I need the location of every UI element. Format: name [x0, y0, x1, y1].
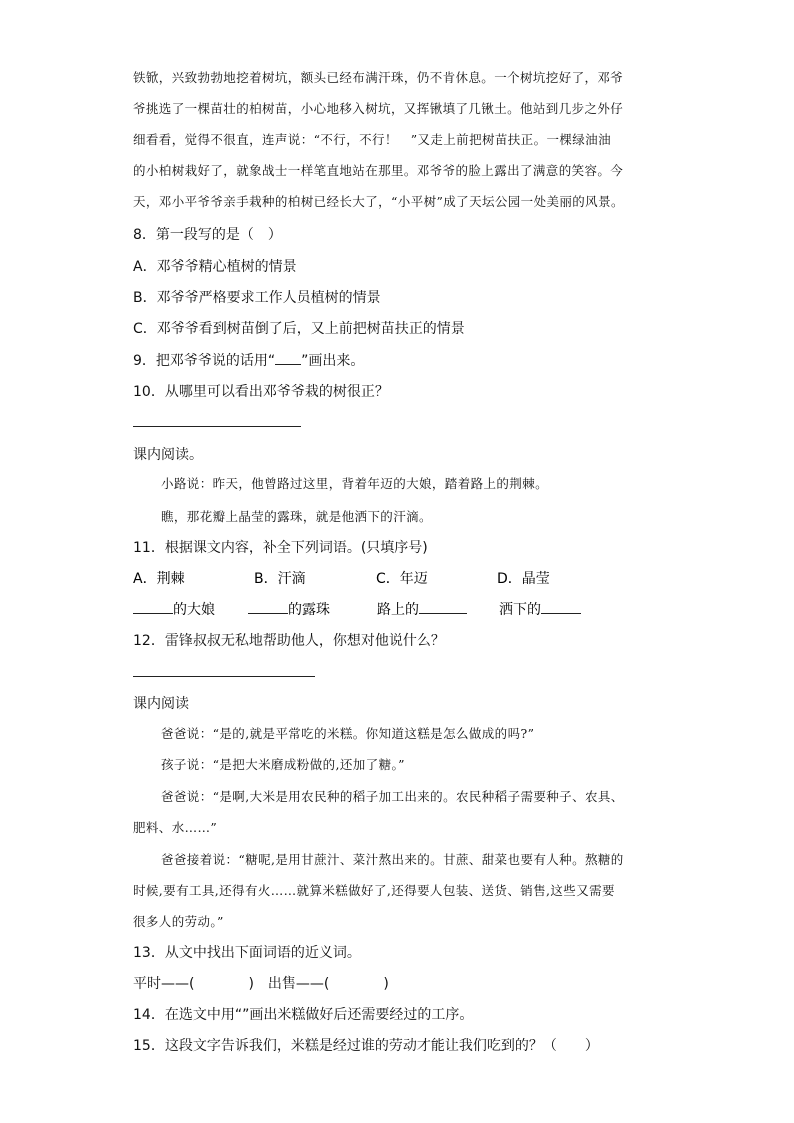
- q11-option-d: D．晶莹: [497, 571, 550, 587]
- question-11: 11．根据课文内容，补全下列词语。(只填序号): [133, 540, 428, 556]
- passage1-line-4: 的小柏树栽好了，就象战士一样笔直地站在那里。邓爷爷的脸上露出了满意的笑容。今: [133, 163, 624, 178]
- q8-option-b[interactable]: B．邓爷爷严格要求工作人员植树的情景: [133, 290, 381, 306]
- q11-blank-1-line[interactable]: [133, 599, 173, 614]
- section2-line-1: 小路说：昨天，他曾路过这里，背着年迈的大娘，踏着路上的荆棘。: [161, 476, 549, 491]
- q13-left: 平时——(: [133, 976, 195, 992]
- q11-blank-1-text: 的大娘: [173, 602, 215, 618]
- q13-right: ): [383, 976, 389, 992]
- q13-answers: [133, 973, 389, 993]
- q11-blank-3: [377, 599, 467, 619]
- section3-line-1: 爸爸说：“是的,就是平常吃的米糕。你知道这糕是怎么做成的吗?”: [161, 726, 535, 741]
- q11-blank-2-line[interactable]: [248, 599, 288, 614]
- question-10: 10．从哪里可以看出邓爷爷栽的树很正？: [133, 384, 389, 400]
- section2-heading: 课内阅读。: [133, 447, 203, 463]
- section3-line-6: 时候,要有工具,还得有火……就算米糕做好了,还得要人包装、送货、销售,这些又需要: [133, 883, 615, 898]
- section3-heading: 课内阅读: [133, 696, 189, 712]
- q13-mid: ) 出售——(: [248, 976, 330, 992]
- section3-line-3: 爸爸说：“是啊,大米是用农民种的稻子加工出来的。农民种稻子需要种子、农具、: [161, 789, 624, 804]
- section3-line-7: 很多人的劳动。”: [133, 914, 224, 929]
- q8-option-c[interactable]: C．邓爷爷看到树苗倒了后，又上前把树苗扶正的情景: [133, 321, 465, 337]
- q11-blank-4-text: 洒下的: [499, 602, 541, 618]
- question-12: 12．雷锋叔叔无私地帮助他人，你想对他说什么？: [133, 633, 445, 649]
- q9-underline-sample: [275, 350, 301, 365]
- passage1-line-5: 天，邓小平爷爷亲手栽种的柏树已经长大了，“小平树”成了天坛公园一处美丽的风景。: [133, 194, 624, 209]
- passage1-line-2: 爷挑选了一棵苗壮的柏树苗，小心地移入树坑，又挥锹填了几锹土。他站到几步之外仔: [133, 101, 624, 116]
- q8-option-a[interactable]: A．邓爷爷精心植树的情景: [133, 259, 297, 275]
- q10-answer-line[interactable]: [133, 426, 301, 427]
- question-15: 15．这段文字告诉我们，米糕是经过谁的劳动才能让我们吃到的？（ ）: [133, 1038, 599, 1054]
- q11-blank-1: [133, 599, 215, 619]
- q11-blank-2-text: 的露珠: [288, 602, 330, 618]
- q9-text-after: ”画出来。: [301, 353, 365, 369]
- q12-answer-line[interactable]: [133, 676, 315, 677]
- q11-blank-4: [499, 599, 581, 619]
- q11-option-a: A．荆棘: [133, 571, 185, 587]
- passage1-line-3: 细看看，觉得不很直，连声说：“不行，不行！ ”又走上前把树苗扶正。一棵绿油油: [133, 132, 611, 147]
- passage1-line-1: 铁锨，兴致勃勃地挖着树坑，额头已经布满汗珠，仍不肯休息。一个树坑挖好了，邓爷: [133, 70, 624, 85]
- section3-line-4: 肥料、水……”: [133, 820, 218, 835]
- q11-option-b: B．汗滴: [254, 571, 306, 587]
- q11-blank-3-text: 路上的: [377, 602, 419, 618]
- question-8: 8．第一段写的是（ ）: [133, 227, 282, 243]
- q11-option-c: C．年迈: [376, 571, 428, 587]
- q9-text-before: 9．把邓爷爷说的话用“: [133, 353, 276, 369]
- question-9: [133, 350, 364, 370]
- section3-line-2: 孩子说：“是把大米磨成粉做的,还加了糖。”: [161, 757, 405, 772]
- q11-blank-3-line[interactable]: [419, 599, 467, 614]
- question-14: 14．在选文中用“”画出米糕做好后还需要经过的工序。: [133, 1007, 474, 1023]
- q11-blank-4-line[interactable]: [541, 599, 581, 614]
- section3-line-5: 爸爸接着说：“糖呢,是用甘蔗汁、菜汁熬出来的。甘蔗、甜菜也要有人种。熬糖的: [161, 852, 624, 867]
- q11-blank-2: [248, 599, 330, 619]
- question-13: 13．从文中找出下面词语的近义词。: [133, 945, 361, 961]
- section2-line-2: 瞧，那花瓣上晶莹的露珠，就是他洒下的汗滴。: [161, 509, 432, 524]
